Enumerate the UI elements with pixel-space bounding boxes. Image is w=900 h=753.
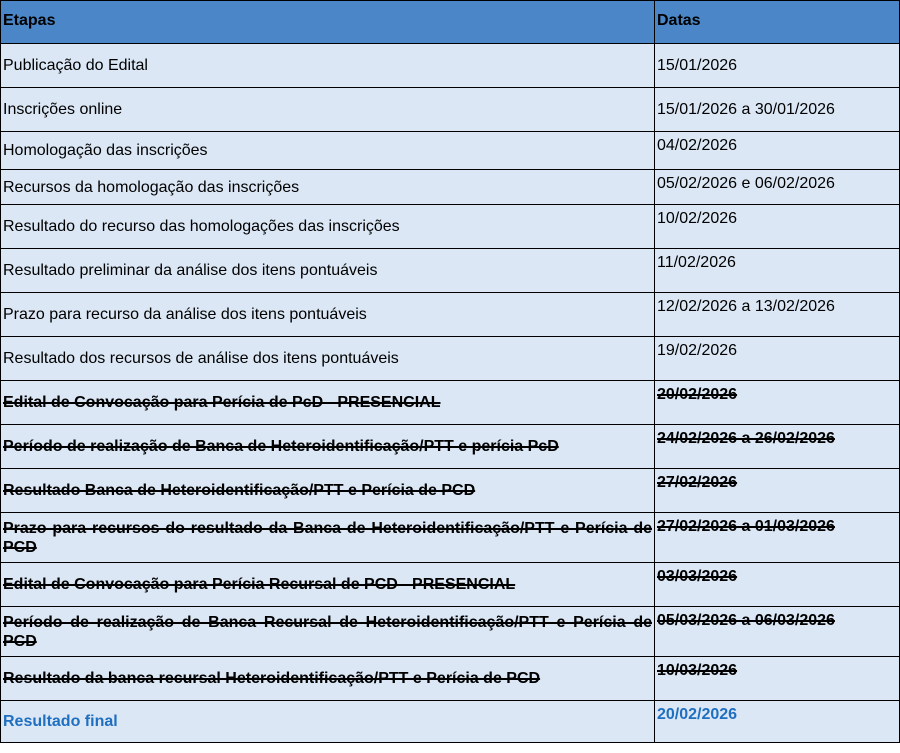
table-row <box>1 249 900 293</box>
table-row <box>1 563 900 607</box>
table-row <box>1 657 900 701</box>
etapa-cell: Inscrições online <box>1 88 655 132</box>
header-etapas: Etapas <box>1 1 655 44</box>
etapa-cell: Prazo para recurso da análise dos itens pontuáveis <box>1 293 655 337</box>
etapa-cell: Resultado Banca de Heteroidentificação/PTT e Perícia de PCD <box>1 469 655 513</box>
table-row <box>1 469 900 513</box>
etapa-cell: Recursos da homologação das inscrições <box>1 170 655 205</box>
etapa-cell: Resultado do recurso das homologações das inscrições <box>1 205 655 249</box>
table-row <box>1 293 900 337</box>
data-cell: 24/02/2026 a 26/02/2026 <box>655 425 900 469</box>
data-cell: 04/02/2026 <box>655 132 900 170</box>
table-row-final <box>1 701 900 743</box>
table-header-row <box>1 1 900 44</box>
etapa-cell: Edital de Convocação para Perícia Recursal de PCD - PRESENCIAL <box>1 563 655 607</box>
etapa-cell: Período de realização de Banca de Heteroidentificação/PTT e perícia PcD <box>1 425 655 469</box>
table-row <box>1 170 900 205</box>
etapa-cell: Resultado dos recursos de análise dos itens pontuáveis <box>1 337 655 381</box>
etapa-cell: Prazo para recursos do resultado da Banca de Heteroidentificação/PTT e Perícia de PCD <box>1 513 655 563</box>
table-row <box>1 337 900 381</box>
data-cell: 10/02/2026 <box>655 205 900 249</box>
table-row <box>1 88 900 132</box>
table-row <box>1 132 900 170</box>
etapa-cell: Edital de Convocação para Perícia de PcD - PRESENCIAL <box>1 381 655 425</box>
data-cell: 15/01/2026 a 30/01/2026 <box>655 88 900 132</box>
etapa-cell: Publicação do Edital <box>1 44 655 88</box>
table-row <box>1 205 900 249</box>
table-row <box>1 425 900 469</box>
data-cell: 27/02/2026 a 01/03/2026 <box>655 513 900 563</box>
data-cell: 20/02/2026 <box>655 701 900 743</box>
etapa-cell: Resultado da banca recursal Heteroidentificação/PTT e Perícia de PCD <box>1 657 655 701</box>
data-cell: 12/02/2026 a 13/02/2026 <box>655 293 900 337</box>
data-cell: 15/01/2026 <box>655 44 900 88</box>
data-cell: 27/02/2026 <box>655 469 900 513</box>
header-datas: Datas <box>655 1 900 44</box>
etapa-cell: Homologação das inscrições <box>1 132 655 170</box>
data-cell: 11/02/2026 <box>655 249 900 293</box>
data-cell: 19/02/2026 <box>655 337 900 381</box>
table-row <box>1 381 900 425</box>
data-cell: 05/03/2026 a 06/03/2026 <box>655 607 900 657</box>
data-cell: 05/02/2026 e 06/02/2026 <box>655 170 900 205</box>
table-row <box>1 44 900 88</box>
data-cell: 20/02/2026 <box>655 381 900 425</box>
etapa-cell: Resultado final <box>1 701 655 743</box>
etapa-cell: Resultado preliminar da análise dos itens pontuáveis <box>1 249 655 293</box>
table-row <box>1 513 900 563</box>
data-cell: 10/03/2026 <box>655 657 900 701</box>
etapa-cell: Período de realização de Banca Recursal de Heteroidentificação/PTT e Perícia de PCD <box>1 607 655 657</box>
table-row <box>1 607 900 657</box>
data-cell: 03/03/2026 <box>655 563 900 607</box>
